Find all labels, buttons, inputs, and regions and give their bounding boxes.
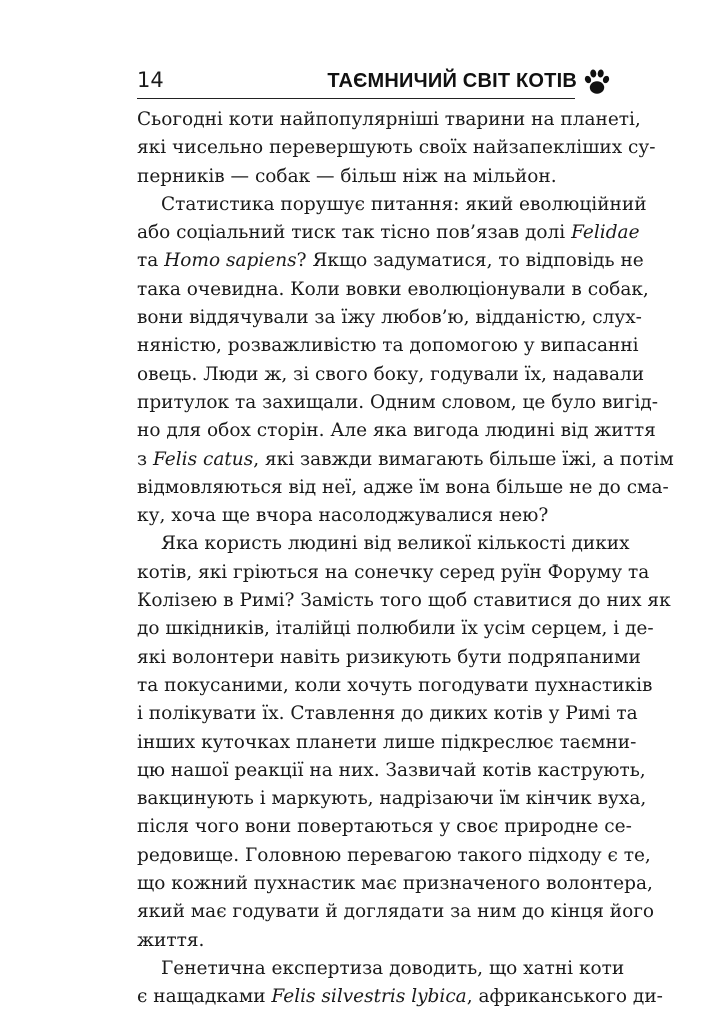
text-line [137,615,654,643]
text-line [137,389,659,417]
text-line [137,474,669,502]
text-run: який має годувати й доглядати за ним до кінця його [137,901,655,923]
text-run: та покусаними, коли хочуть погодувати пухнастиків [137,674,653,696]
text-run: цю нашої реакції на них. Зазвичай котів каструють, [137,759,646,781]
text-run: що кожний пухнастик має призначеного волонтера, [137,873,653,895]
text-line [137,502,602,530]
text-line [137,842,651,870]
text-line [137,644,641,672]
text-line [137,898,655,926]
italic-term: Felidae [571,222,640,244]
text-line [137,332,639,360]
text-line [137,700,638,728]
text-line [137,559,650,587]
text-line [137,587,671,615]
text-line [137,417,656,445]
text-line [137,729,637,757]
text-run: , африканського ди- [466,986,663,1008]
text-line [137,276,649,304]
text-line [137,757,646,785]
text-run: но для обох сторін. Але яка вигода людині від життя [137,420,656,442]
text-run: які волонтери навіть ризикують бути подряпаними [137,646,641,668]
text-run: ? Якщо задуматися, то відповідь не [296,250,644,272]
text-run: така очевидна. Коли вовки еволюціонували в собак, [137,278,649,300]
text-line [137,106,641,134]
text-run: Колізею в Римі? Замість того щоб ставитися до них як [137,590,671,612]
text-run: які чисельно перевершують своїх найзапекліших су- [137,137,656,159]
text-line [137,163,602,191]
text-line [137,813,632,841]
text-run: ку, хоча ще вчора насолоджувалися нею? [137,505,549,527]
text-line [137,304,642,332]
text-run: вони віддячували за їжу любов’ю, відданістю, слух- [137,307,642,329]
text-line [137,870,653,898]
text-run: , які завжди вимагають більше їжі, а потім [253,448,674,470]
text-run: з [137,448,153,470]
text-run: котів, які гріються на сонечку серед руїн Форуму та [137,561,650,583]
text-run: та [137,250,165,272]
text-line [137,530,630,558]
text-line [137,672,653,700]
text-run: є нащадками [137,986,272,1008]
text-line [137,983,663,1011]
text-line [137,927,602,955]
italic-term: Homo sapiens [164,250,297,272]
body-text [137,106,674,1012]
text-line [137,247,644,275]
text-run: після чого вони повертаються у своє природне се- [137,816,632,838]
text-line [137,191,647,219]
text-line [137,361,645,389]
text-run: до шкідників, італійці полюбили їх усім серцем, і де- [137,618,654,640]
text-run: або соціальний тиск так тісно пов’язав долі [137,222,572,244]
text-run: вакцинують і маркують, надрізаючи їм кінчик вуха, [137,788,647,810]
text-line [137,134,656,162]
text-run: няністю, розважливістю та допомогою у випасанні [137,335,639,357]
text-line [137,785,647,813]
text-line [137,219,640,247]
page-number: 14 [137,68,164,92]
header-divider [137,98,575,99]
text-line [137,446,674,474]
text-run: притулок та захищали. Одним словом, це було вигід- [137,391,659,413]
text-run: життя. [137,929,205,951]
text-run: відмовляються від неї, адже їм вона більше не до сма- [137,476,669,498]
italic-term: Felis silvestris lybica [271,986,467,1008]
text-run: овець. Люди ж, зі свого боку, годували їх, надавали [137,363,645,385]
text-run: перників — собак — більш ніж на мільйон. [137,165,557,187]
text-run: Статистика порушує питання: який еволюційний [161,193,647,215]
text-run: Яка користь людині від великої кількості диких [161,533,630,555]
text-line [137,955,625,983]
page-header [137,66,613,100]
text-run: і полікувати їх. Ставлення до диких котів у Римі та [137,703,638,725]
text-run: інших куточках планети лише підкреслює таємни- [137,731,637,753]
italic-term: Felis catus [152,448,254,470]
text-run: Сьогодні коти найпопулярніші тварини на планеті, [137,109,641,130]
text-run: Генетична експертиза доводить, що хатні коти [161,957,625,979]
text-run: редовище. Головною перевагою такого підходу є те, [137,844,651,866]
paw-icon [581,66,613,98]
running-title: ТАЄМНИЧИЙ СВІТ КОТІВ [327,70,577,92]
